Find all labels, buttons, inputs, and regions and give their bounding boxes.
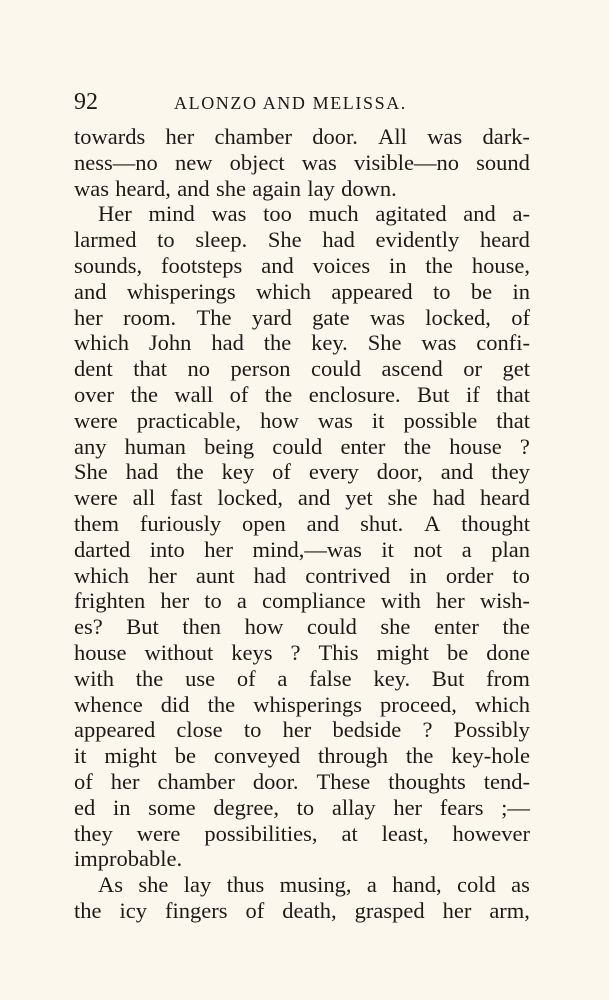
text-line: darted into her mind,—was it not a plan: [74, 536, 530, 562]
text-line: which her aunt had contrived in order to: [74, 562, 530, 588]
text-line: sounds, footsteps and voices in the house,: [74, 252, 530, 278]
text-line: larmed to sleep. She had evidently heard: [74, 227, 530, 253]
text-line: were practicable, how was it possible that: [74, 407, 530, 433]
text-line: appeared close to her bedside ? Possibly: [74, 717, 530, 743]
text-line: were all fast locked, and yet she had heard: [74, 485, 530, 511]
text-line: the icy fingers of death, grasped her arm,: [74, 897, 530, 923]
text-line: and whisperings which appeared to be in: [74, 278, 530, 304]
text-line: ness—no new object was visible—no sound: [74, 149, 530, 175]
text-line: dent that no person could ascend or get: [74, 356, 530, 382]
running-title: ALONZO AND MELISSA.: [174, 93, 407, 113]
text-line: it might be conveyed through the key-hole: [74, 743, 530, 769]
text-line: which John had the key. She was confi-: [74, 330, 530, 356]
text-line: frighten her to a compliance with her wish-: [74, 588, 530, 614]
text-line: over the wall of the enclosure. But if that: [74, 381, 530, 407]
page-number: 92: [74, 89, 98, 115]
text-line: ed in some degree, to allay her fears ;—: [74, 794, 530, 820]
text-line: towards her chamber door. All was dark-: [74, 124, 530, 149]
text-line: whence did the whisperings proceed, which: [74, 691, 530, 717]
text-line: She had the key of every door, and they: [74, 459, 530, 485]
text-line: of her chamber door. These thoughts tend-: [74, 768, 530, 794]
text-line: them furiously open and shut. A thought: [74, 510, 530, 536]
text-line: house without keys ? This might be done: [74, 639, 530, 665]
text-line: her room. The yard gate was locked, of: [74, 304, 530, 330]
text-line: improbable.: [74, 846, 183, 872]
text-line: any human being could enter the house ?: [74, 433, 530, 459]
text-line: with the use of a false key. But from: [74, 665, 530, 691]
text-line: es? But then how could she enter the: [74, 614, 530, 640]
text-line: was heard, and she again lay down.: [74, 175, 397, 201]
text-line: Her mind was too much agitated and a-: [98, 201, 530, 227]
running-head: [74, 88, 534, 116]
text-line: As she lay thus musing, a hand, cold as: [98, 872, 530, 898]
text-line: they were possibilities, at least, however: [74, 820, 530, 846]
body-text: [74, 124, 530, 924]
